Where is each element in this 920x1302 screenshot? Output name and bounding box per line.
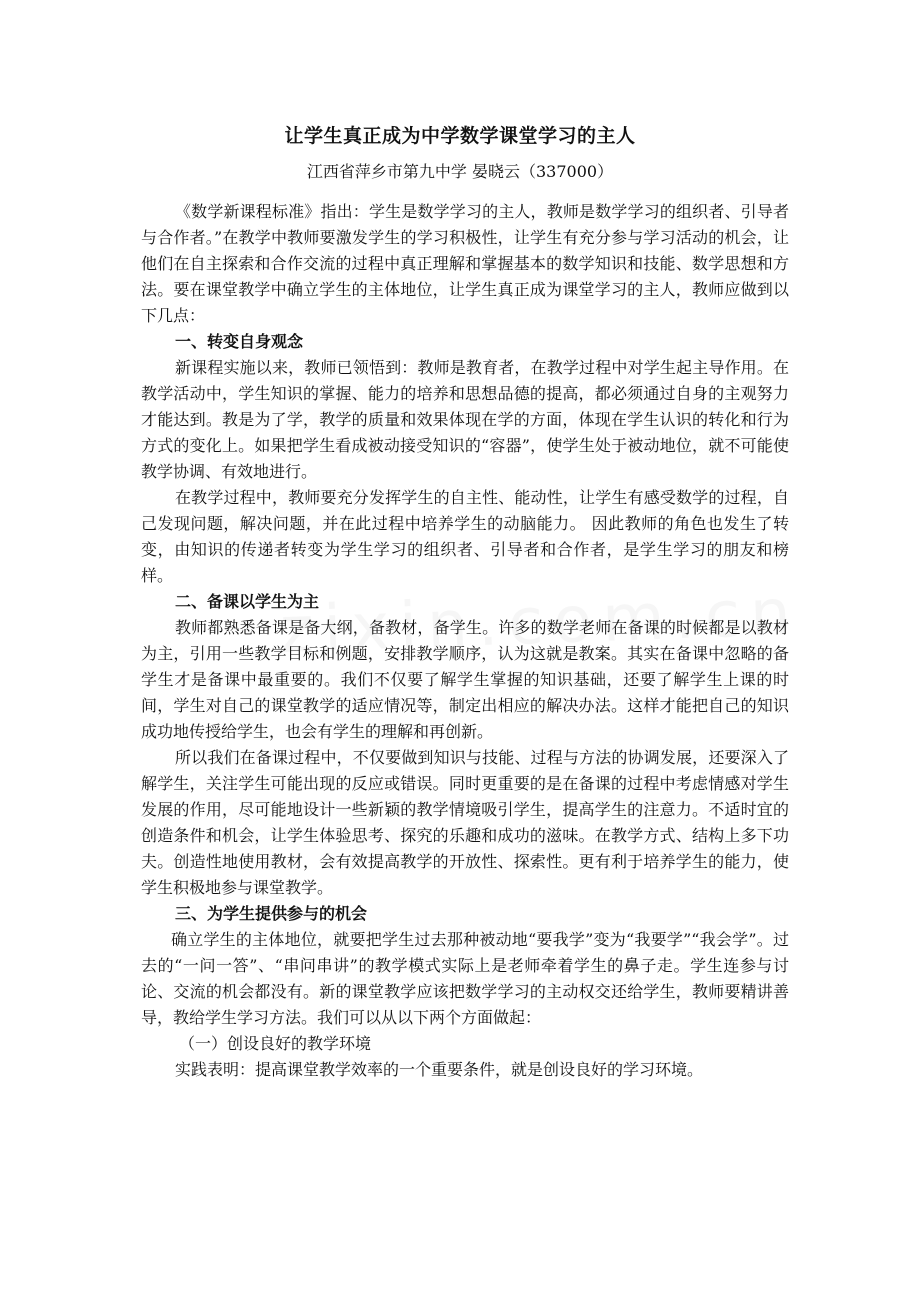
body-paragraph: 所以我们在备课过程中，不仅要做到知识与技能、过程与方法的协调发展，还要深入了解学生，关注学生可能出现的反应或错误。同时更重要的是在备课的过程中考虑情感对学生发展的作用，尽可能地设计一些新颖的教学情境吸引学生，提高学生的注意力。不适时宜的创造条件和机会，让学生体验思考、探究的乐趣和成功的滋味。在教学方式、结构上多下功夫。创造性地使用教材，会有效提高教学的开放性、探索性。更有利于培养学生的能力，使学生积极地参与课堂教学。 bbox=[141, 748, 789, 897]
body-paragraph: 新课程实施以来，教师已领悟到：教师是教育者，在教学过程中对学生起主导作用。在教学活动中，学生知识的掌握、能力的培养和思想品德的提高，都必须通过自身的主观努力才能达到。教是为了学，教学的质量和效果体现在学的方面，体现在学生认识的转化和行为方式的变化上。如果把学生看成被动接受知识的“容器”，使学生处于被动地位，就不可能使教学协调、有效地进行。 bbox=[141, 358, 789, 481]
body-paragraph: 实践表明：提高课堂教学效率的一个重要条件，就是创设良好的学习环境。 bbox=[175, 1060, 704, 1079]
section-heading-3: 三、为学生提供参与的机会 bbox=[175, 904, 368, 923]
body-paragraph: 在教学过程中，教师要充分发挥学生的自主性、能动性，让学生有感受数学的过程，自己发现问题，解决问题，并在此过程中培养学生的动脑能力。 因此教师的角色也发生了转变，由知识的传递者转变为学生学习的组织者、引导者和合作者，是学生学习的朋友和榜样。 bbox=[141, 488, 789, 585]
body-paragraph: 教师都熟悉备课是备大纲，备教材，备学生。许多的数学老师在备课的时候都是以教材为主，引用一些教学目标和例题，安排教学顺序，认为这就是教案。其实在备课中忽略的备学生才是备课中最重要的。我们不仅要了解学生掌握的知识基础，还要了解学生上课的时间，学生对自己的课堂教学的适应情况等，制定出相应的解决办法。这样才能把自己的知识成功地传授给学生，也会有学生的理解和再创新。 bbox=[141, 618, 789, 741]
document-body bbox=[141, 199, 789, 1083]
section-heading-2: 二、备课以学生为主 bbox=[175, 592, 320, 611]
author-byline: 江西省萍乡市第九中学 晏晓云（337000） bbox=[306, 162, 614, 181]
intro-paragraph: 《数学新课程标准》指出：学生是数学学习的主人，教师是数学学习的组织者、引导者与合作者。”在教学中教师要激发学生的学习积极性，让学生有充分参与学习活动的机会，让他们在自主探索和合作交流的过程中真正理解和掌握基本的数学知识和技能、数学思想和方法。要在课堂教学中确立学生的主体地位，让学生真正成为课堂学习的主人，教师应做到以下几点： bbox=[141, 202, 789, 325]
document-title: 让学生真正成为中学数学课堂学习的主人 bbox=[284, 125, 636, 147]
section-heading-1: 一、转变自身观念 bbox=[175, 332, 304, 351]
subsection-heading: （一）创设良好的教学环境 bbox=[179, 1034, 372, 1053]
body-paragraph: 确立学生的主体地位，就要把学生过去那种被动地“要我学”变为“我要学”“我会学”。过去的“一问一答”、“串问串讲”的教学模式实际上是老师牵着学生的鼻子走。学生连参与讨论、交流的机会都没有。新的课堂教学应该把数学学习的主动权交还给学生，教师要精讲善导，教给学生学习方法。我们可以从以下两个方面做起： bbox=[141, 930, 789, 1027]
